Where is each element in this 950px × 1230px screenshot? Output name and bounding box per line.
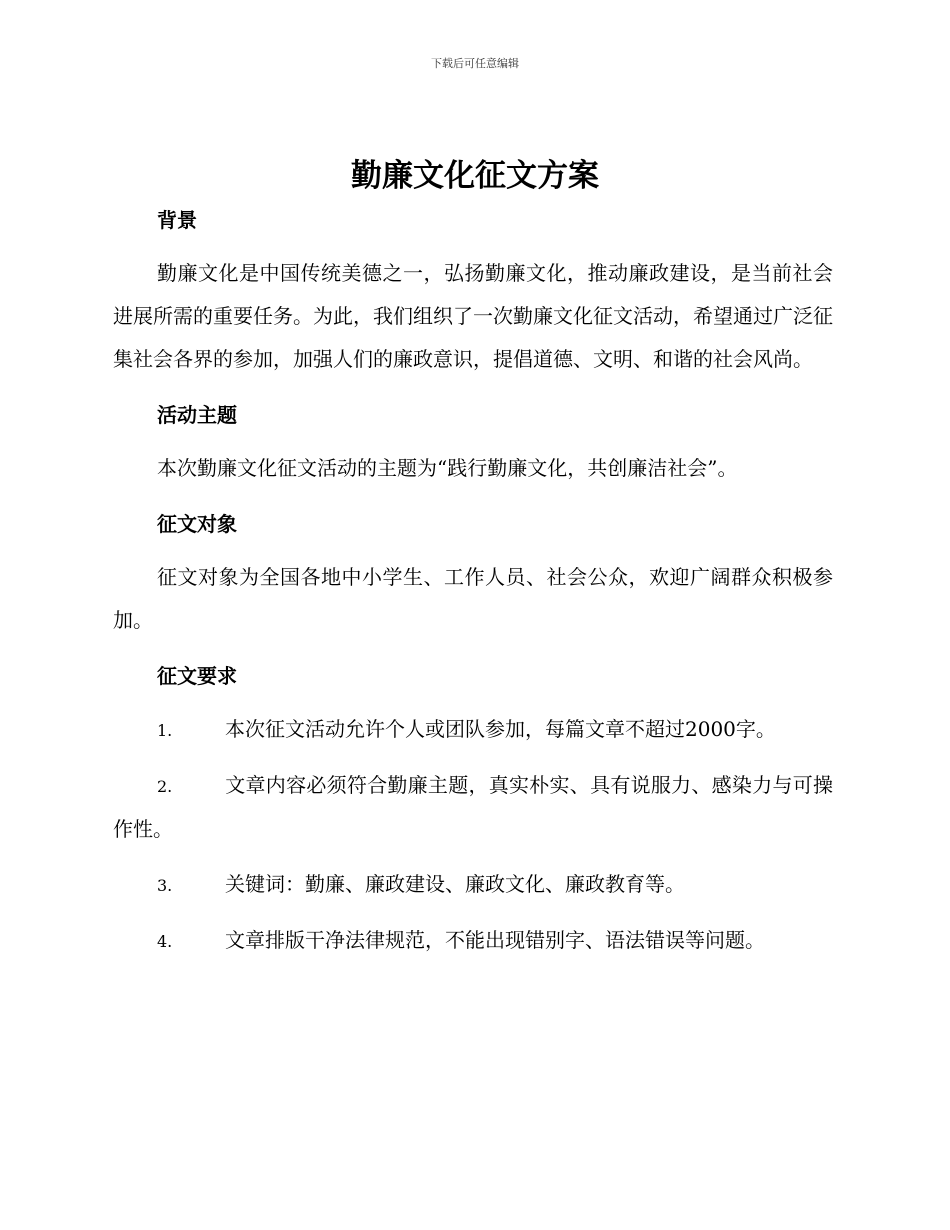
document-body [113, 200, 833, 963]
section-heading: 背景 [157, 208, 197, 232]
list-item-number: 3. [157, 876, 173, 895]
section-paragraph: 征文对象为全国各地中小学生、工作人员、社会公众，欢迎广阔群众积极参加。 [113, 565, 833, 632]
section-heading: 征文要求 [157, 664, 237, 688]
list-item-number: 2. [157, 777, 173, 796]
list-item [113, 708, 833, 752]
section-heading: 活动主题 [157, 403, 237, 427]
document-title: 勤廉文化征文方案 [351, 158, 599, 194]
list-item-text: 文章内容必须符合勤廉主题，真实朴实、具有说服力、感染力与可操作性。 [113, 773, 833, 841]
list-item-number: 4. [157, 932, 173, 951]
section-background [113, 200, 833, 381]
list-item-text: 本次征文活动允许个人或团队参加，每篇文章不超过2000字。 [225, 717, 776, 741]
list-item [113, 863, 833, 907]
section-audience [113, 504, 833, 642]
list-item [113, 919, 833, 963]
section-theme [113, 395, 833, 490]
section-paragraph: 本次勤廉文化征文活动的主题为“践行勤廉文化，共创廉洁社会”。 [157, 456, 738, 480]
section-heading: 征文对象 [157, 512, 237, 536]
list-item-text: 文章排版干净法律规范，不能出现错别字、语法错误等问题。 [225, 928, 765, 952]
list-item [113, 764, 833, 851]
header-note: 下载后可任意编辑 [431, 57, 519, 70]
list-item-text: 关键词：勤廉、廉政建设、廉政文化、廉政教育等。 [225, 872, 685, 896]
section-requirements [113, 656, 833, 963]
list-item-number: 1. [157, 721, 173, 740]
section-paragraph: 勤廉文化是中国传统美德之一，弘扬勤廉文化，推动廉政建设，是当前社会进展所需的重要任务。为此，我们组织了一次勤廉文化征文活动，希望通过广泛征集社会各界的参加，加强人们的廉政意识，提倡道德、文明、和谐的社会风尚。 [113, 261, 833, 371]
